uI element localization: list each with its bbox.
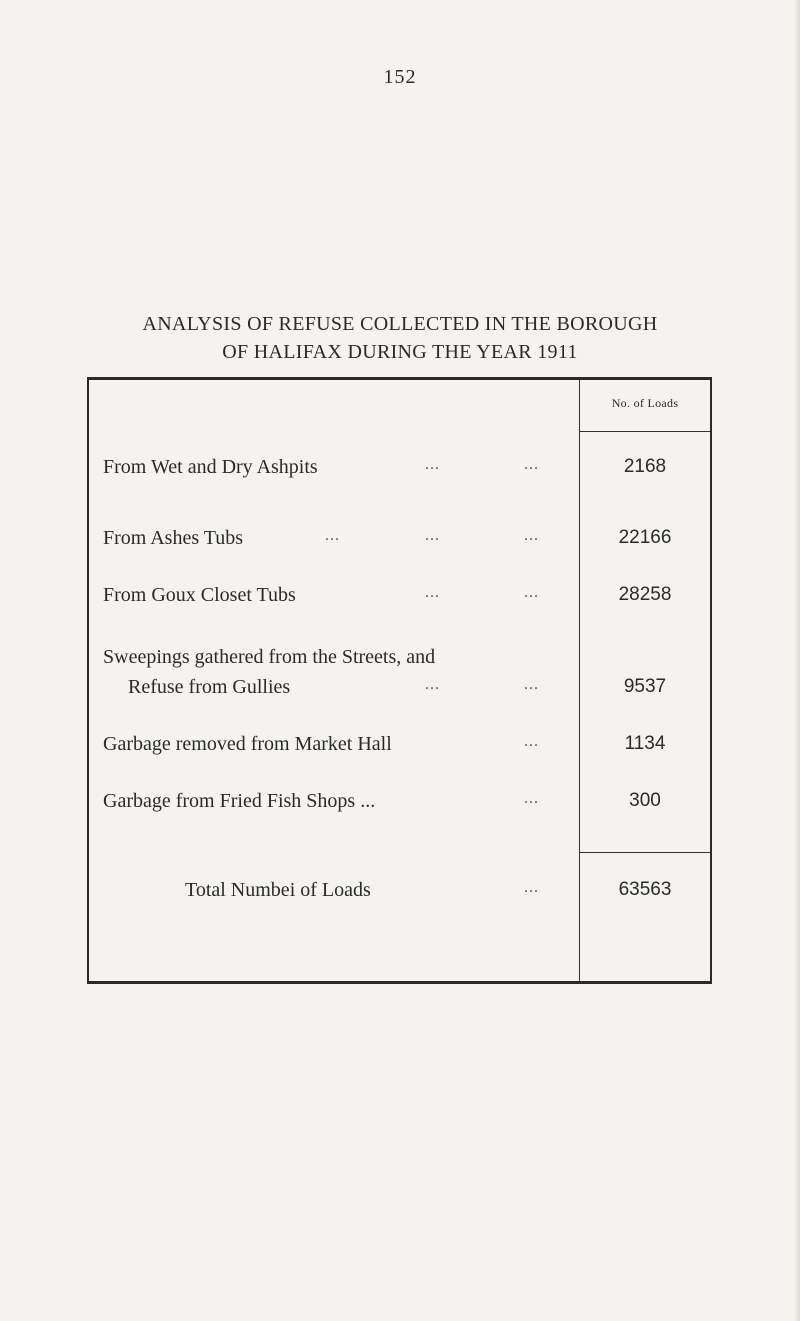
leader-dots: ... bbox=[524, 879, 539, 896]
row-label: Garbage removed from Market Hall bbox=[103, 733, 392, 755]
row-value: 28258 bbox=[618, 584, 672, 605]
leader-dots: ... bbox=[524, 584, 539, 601]
header-rule bbox=[580, 431, 710, 432]
total-value: 63563 bbox=[618, 879, 672, 900]
leader-dots: ... bbox=[425, 584, 440, 601]
row-value: 2168 bbox=[623, 456, 667, 477]
total-rule bbox=[580, 852, 710, 853]
row-label: From Wet and Dry Ashpits bbox=[103, 456, 318, 478]
table-row bbox=[0, 527, 800, 557]
leader-dots: ... bbox=[425, 527, 440, 544]
leader-dots: ... bbox=[524, 527, 539, 544]
leader-dots: ... bbox=[325, 527, 340, 544]
table-row bbox=[0, 584, 800, 614]
row-label: Sweepings gathered from the Streets, and bbox=[103, 646, 436, 668]
page-title bbox=[40, 310, 760, 366]
page-number: 152 bbox=[383, 66, 417, 88]
title-line-2: OF HALIFAX DURING THE YEAR 1911 bbox=[222, 341, 578, 363]
row-label: Garbage from Fried Fish Shops ... bbox=[103, 790, 376, 812]
table-row bbox=[0, 646, 800, 676]
column-header-loads: No. of Loads bbox=[611, 396, 679, 410]
table-row-continuation bbox=[0, 676, 800, 706]
total-label: Total Numbei of Loads bbox=[185, 879, 371, 901]
title-line-1: ANALYSIS OF REFUSE COLLECTED IN THE BOROUGH bbox=[142, 313, 658, 335]
leader-dots: ... bbox=[524, 733, 539, 750]
leader-dots: ... bbox=[524, 790, 539, 807]
table-row bbox=[0, 790, 800, 820]
leader-dots: ... bbox=[524, 456, 539, 473]
row-value: 1134 bbox=[624, 733, 666, 754]
leader-dots: ... bbox=[425, 676, 440, 693]
row-label-continued: Refuse from Gullies bbox=[128, 676, 291, 698]
row-value: 300 bbox=[629, 790, 661, 811]
row-value: 22166 bbox=[618, 527, 672, 548]
row-value: 9537 bbox=[623, 676, 667, 697]
leader-dots: ... bbox=[524, 676, 539, 693]
leader-dots: ... bbox=[425, 456, 440, 473]
table-row bbox=[0, 733, 800, 763]
total-row bbox=[0, 879, 800, 909]
table-row bbox=[0, 456, 800, 486]
row-label: From Ashes Tubs bbox=[103, 527, 244, 549]
row-label: From Goux Closet Tubs bbox=[103, 584, 296, 606]
